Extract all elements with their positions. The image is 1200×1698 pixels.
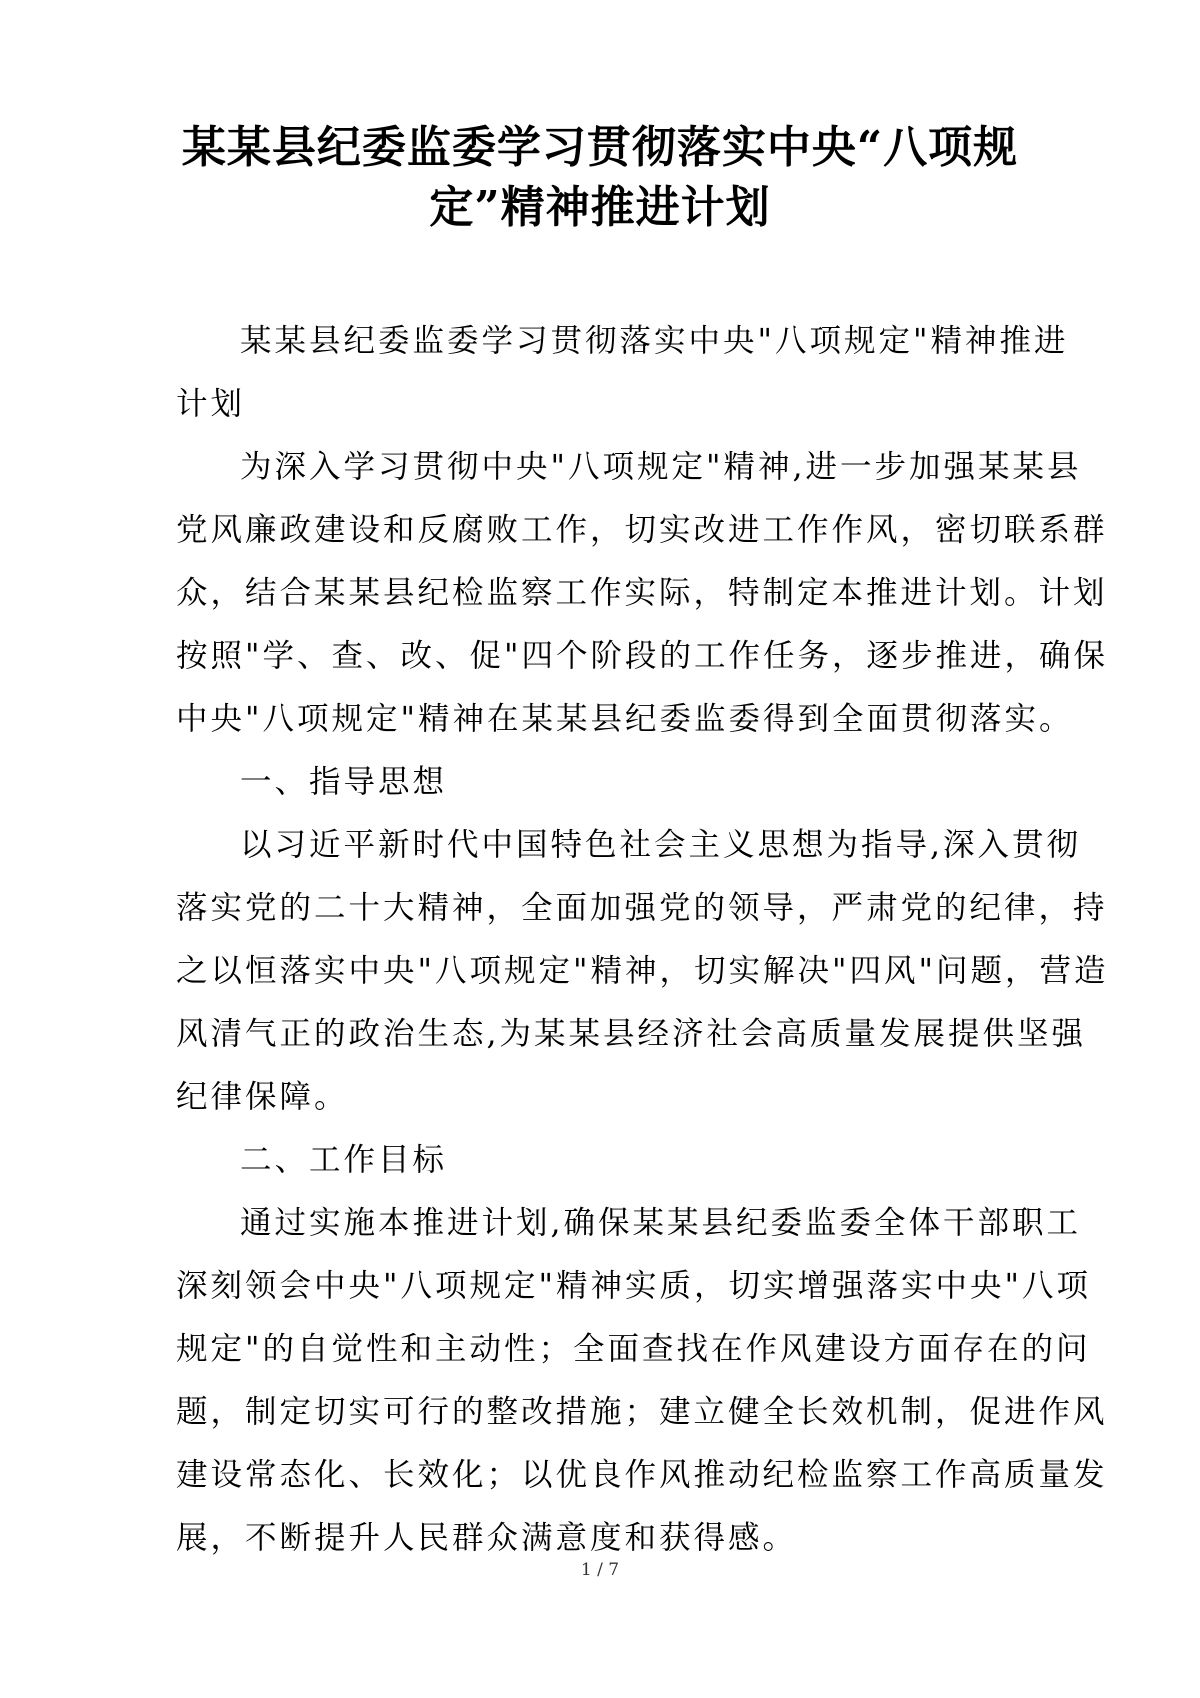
text-line: 计划	[176, 386, 246, 422]
text-line: 党风廉政建设和反腐败工作，切实改进工作作风，密切联系群	[176, 512, 1108, 548]
section-heading: 二、工作目标	[240, 1142, 448, 1178]
text-line: 按照"学、查、改、促"四个阶段的工作任务，逐步推进，确保	[176, 638, 1108, 674]
paragraph-subtitle	[176, 310, 1069, 436]
section-heading-guiding-thought	[176, 751, 1036, 814]
page-number: 1 / 7	[580, 1560, 620, 1580]
text-line: 纪律保障。	[176, 1079, 349, 1115]
text-line: 之以恒落实中央"八项规定"精神，切实解决"四风"问题，营造	[176, 953, 1109, 989]
title-line: 某某县纪委监委学习贯彻落实中央“八项规	[181, 122, 1019, 173]
paragraph-guiding-thought	[176, 814, 1109, 1129]
text-line: 风清气正的政治生态,为某某县经济社会高质量发展提供坚强	[176, 1016, 1087, 1052]
text-line: 某某县纪委监委学习贯彻落实中央"八项规定"精神推进	[240, 323, 1069, 359]
text-line: 规定"的自觉性和主动性；全面查找在作风建设方面存在的问	[176, 1331, 1091, 1367]
paragraph-intro	[176, 436, 1108, 751]
text-line: 题，制定切实可行的整改措施；建立健全长效机制，促进作风	[176, 1394, 1108, 1430]
text-line: 展，不断提升人民群众满意度和获得感。	[176, 1520, 798, 1556]
text-line: 众，结合某某县纪检监察工作实际，特制定本推进计划。计划	[176, 575, 1108, 611]
document-title	[150, 118, 1050, 238]
text-line: 通过实施本推进计划,确保某某县纪委监委全体干部职工	[240, 1205, 1082, 1241]
text-line: 落实党的二十大精神，全面加强党的领导，严肃党的纪律，持	[176, 890, 1108, 926]
text-line: 建设常态化、长效化；以优良作风推动纪检监察工作高质量发	[176, 1457, 1108, 1493]
title-line: 定”精神推进计划	[429, 182, 771, 233]
paragraph-work-goals	[176, 1192, 1108, 1570]
text-line: 为深入学习贯彻中央"八项规定"精神,进一步加强某某县	[240, 449, 1082, 485]
text-line: 中央"八项规定"精神在某某县纪委监委得到全面贯彻落实。	[176, 701, 1074, 737]
section-heading: 一、指导思想	[240, 764, 448, 800]
text-line: 以习近平新时代中国特色社会主义思想为指导,深入贯彻	[240, 827, 1082, 863]
text-line: 深刻领会中央"八项规定"精神实质，切实增强落实中央"八项	[176, 1268, 1091, 1304]
document-body	[176, 310, 1109, 1570]
section-heading-work-goals	[176, 1129, 1036, 1192]
